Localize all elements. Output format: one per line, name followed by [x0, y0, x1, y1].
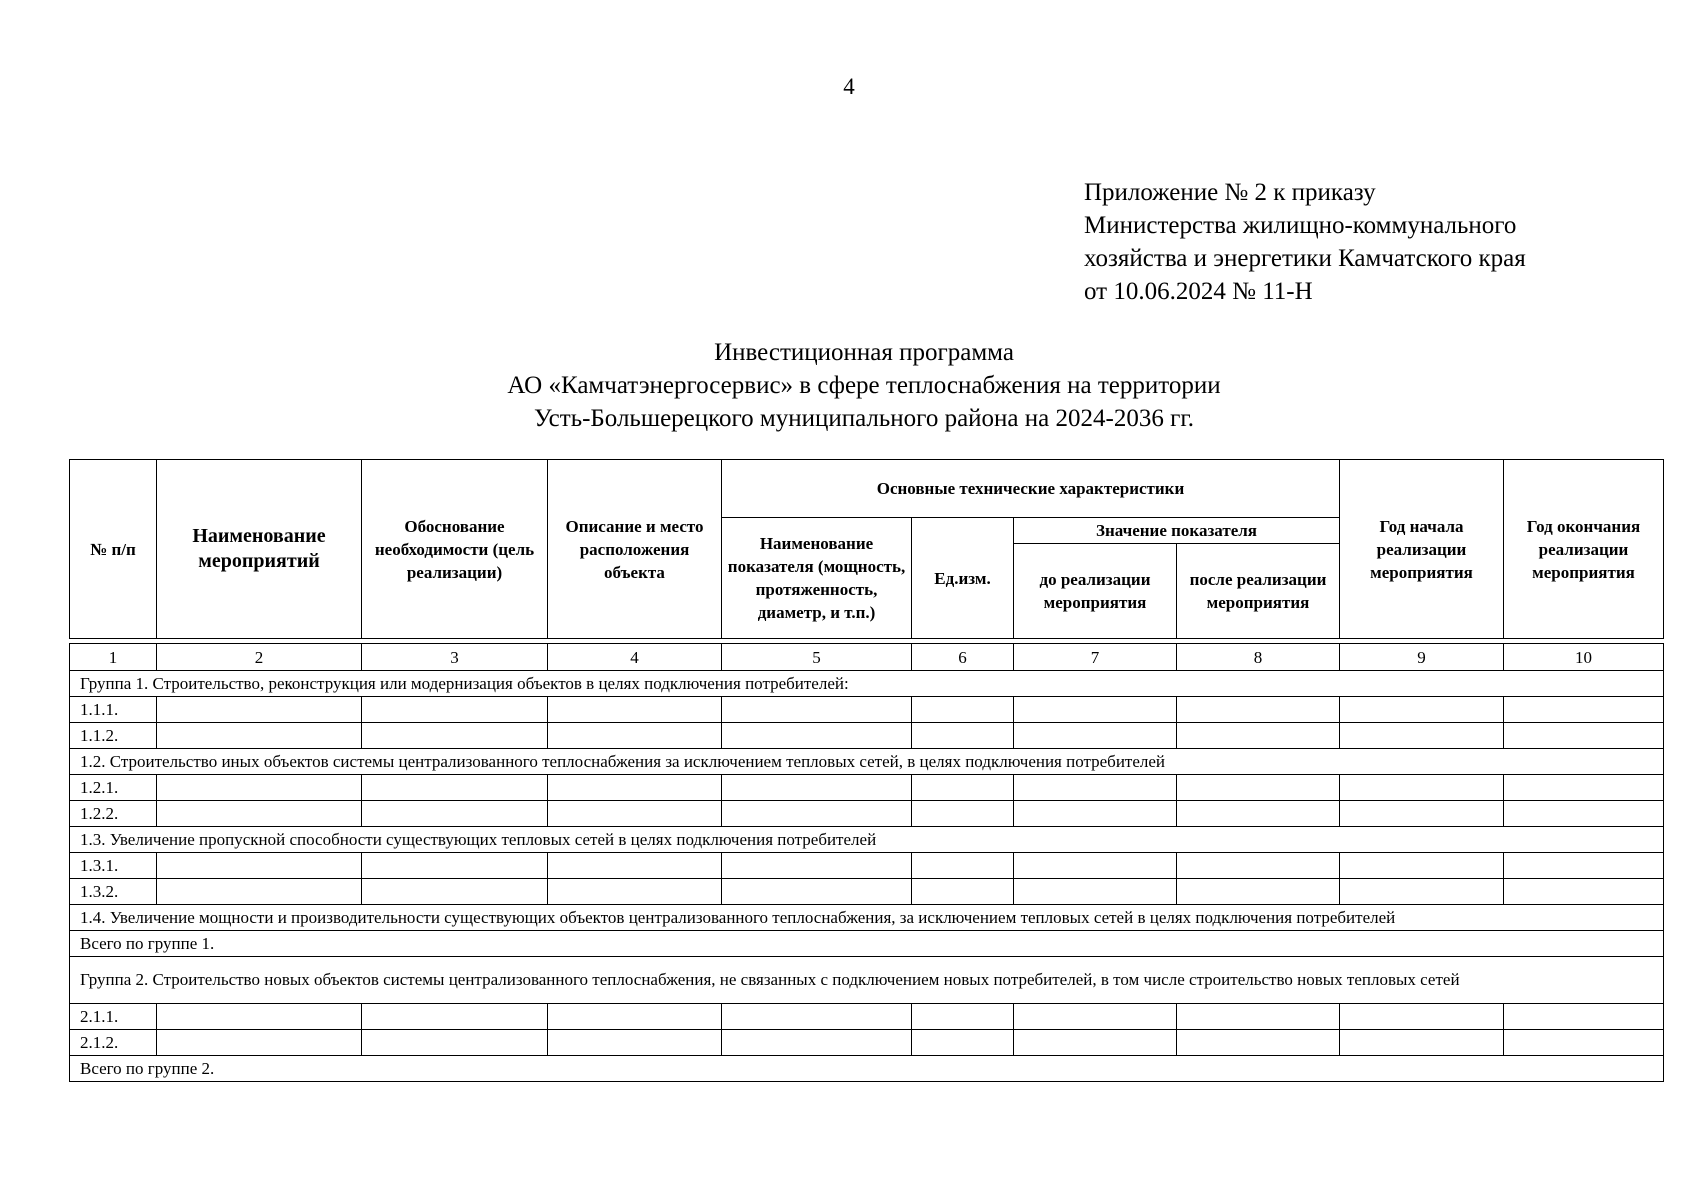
- table-cell: [1340, 801, 1504, 827]
- table-cell: [912, 801, 1014, 827]
- table-cell: [1014, 775, 1177, 801]
- appendix-line: от 10.06.2024 № 11-Н: [1084, 278, 1313, 305]
- column-number: 6: [912, 644, 1014, 671]
- table-cell: [1340, 775, 1504, 801]
- total-row: [70, 931, 1664, 957]
- appendix-line: хозяйства и энергетики Камчатского края: [1084, 245, 1526, 272]
- table-cell: [1177, 775, 1340, 801]
- section-1-2-heading: 1.2. Строительство иных объектов системы централизованного теплоснабжения за исключением тепловых сетей, в целях подключения потребителей: [70, 749, 1664, 775]
- row-number: 2.1.2.: [70, 1030, 157, 1056]
- table-cell: [1504, 801, 1664, 827]
- table-cell: [912, 775, 1014, 801]
- header-tech-characteristics: Основные технические характеристики: [722, 460, 1340, 518]
- row-number: 1.1.2.: [70, 723, 157, 749]
- table-cell: [548, 723, 722, 749]
- table-cell: [157, 697, 362, 723]
- table-cell: [1340, 723, 1504, 749]
- column-number: 3: [362, 644, 548, 671]
- header-after: после реализации мероприятия: [1177, 544, 1340, 639]
- table-cell: [1177, 801, 1340, 827]
- table-cell: [1504, 1030, 1664, 1056]
- table-row: [70, 853, 1664, 879]
- appendix-reference: [1084, 176, 1526, 308]
- table-cell: [157, 801, 362, 827]
- table-cell: [1014, 853, 1177, 879]
- table-cell: [722, 801, 912, 827]
- column-number: 7: [1014, 644, 1177, 671]
- column-number: 10: [1504, 644, 1664, 671]
- table-cell: [362, 879, 548, 905]
- table-cell: [362, 697, 548, 723]
- table-cell: [722, 775, 912, 801]
- table-cell: [1340, 853, 1504, 879]
- table-cell: [1014, 697, 1177, 723]
- table-cell: [1177, 1030, 1340, 1056]
- table-cell: [1177, 879, 1340, 905]
- section-row: [70, 749, 1664, 775]
- table-cell: [362, 853, 548, 879]
- column-number: 9: [1340, 644, 1504, 671]
- row-number: 1.1.1.: [70, 697, 157, 723]
- row-number: 1.3.1.: [70, 853, 157, 879]
- table-cell: [1014, 723, 1177, 749]
- table-cell: [548, 879, 722, 905]
- table-cell: [157, 723, 362, 749]
- title-line: Инвестиционная программа: [714, 339, 1014, 366]
- table-cell: [912, 1030, 1014, 1056]
- table-cell: [912, 1004, 1014, 1030]
- group-2-heading: Группа 2. Строительство новых объектов системы централизованного теплоснабжения, не связанных с подключением новых потребителей, в том числе строительство новых тепловых сетей: [70, 957, 1664, 1004]
- table-cell: [1340, 697, 1504, 723]
- table-row: [70, 879, 1664, 905]
- table-cell: [1014, 1030, 1177, 1056]
- column-number: 1: [70, 644, 157, 671]
- group-row: [70, 957, 1664, 1004]
- group-1-total: Всего по группе 1.: [70, 931, 1664, 957]
- table-cell: [1504, 1004, 1664, 1030]
- table-cell: [362, 723, 548, 749]
- header-activity-name: Наименование мероприятий: [157, 460, 362, 639]
- table-row: [70, 1004, 1664, 1030]
- table-cell: [1504, 853, 1664, 879]
- header-unit: Ед.изм.: [912, 518, 1014, 639]
- header-indicator-name: Наименование показателя (мощность, протяженность, диаметр, и т.п.): [722, 518, 912, 639]
- row-number: 2.1.1.: [70, 1004, 157, 1030]
- total-row: [70, 1056, 1664, 1082]
- table-cell: [548, 1030, 722, 1056]
- table-cell: [1014, 879, 1177, 905]
- section-1-4-heading: 1.4. Увеличение мощности и производительности существующих объектов централизованного теплоснабжения, за исключением тепловых сетей в целях подключения потребителей: [70, 905, 1664, 931]
- header-indicator-value: Значение показателя: [1014, 518, 1340, 544]
- table-cell: [1177, 723, 1340, 749]
- column-number: 8: [1177, 644, 1340, 671]
- row-number: 1.2.2.: [70, 801, 157, 827]
- table-cell: [548, 1004, 722, 1030]
- table-cell: [1340, 879, 1504, 905]
- table-cell: [548, 801, 722, 827]
- header-end-year: Год окончания реализации мероприятия: [1504, 460, 1664, 639]
- table-cell: [912, 853, 1014, 879]
- row-number: 1.3.2.: [70, 879, 157, 905]
- table-cell: [1340, 1004, 1504, 1030]
- table-row: [70, 775, 1664, 801]
- header-start-year: Год начала реализации мероприятия: [1340, 460, 1504, 639]
- table-cell: [1177, 853, 1340, 879]
- row-number: 1.2.1.: [70, 775, 157, 801]
- table-cell: [1177, 1004, 1340, 1030]
- table-row: [70, 1030, 1664, 1056]
- table-cell: [548, 775, 722, 801]
- column-number: 2: [157, 644, 362, 671]
- table-cell: [722, 879, 912, 905]
- table-cell: [548, 697, 722, 723]
- table-cell: [912, 879, 1014, 905]
- page-number: 4: [843, 74, 855, 99]
- document-title: [0, 336, 1698, 435]
- table-cell: [722, 697, 912, 723]
- column-number: 4: [548, 644, 722, 671]
- table-cell: [548, 853, 722, 879]
- header-number: № п/п: [70, 460, 157, 639]
- title-line: Усть-Большерецкого муниципального района на 2024-2036 гг.: [533, 405, 1195, 432]
- table-cell: [1504, 879, 1664, 905]
- table-cell: [912, 697, 1014, 723]
- table-row: [70, 697, 1664, 723]
- table-cell: [722, 853, 912, 879]
- column-number: 5: [722, 644, 912, 671]
- section-1-3-heading: 1.3. Увеличение пропускной способности существующих тепловых сетей в целях подключения потребителей: [70, 827, 1664, 853]
- group-row: [70, 671, 1664, 697]
- table-cell: [722, 723, 912, 749]
- table-cell: [912, 723, 1014, 749]
- table-cell: [362, 1004, 548, 1030]
- group-2-total: Всего по группе 2.: [70, 1056, 1664, 1082]
- table-cell: [157, 1030, 362, 1056]
- table-cell: [362, 775, 548, 801]
- table-cell: [362, 801, 548, 827]
- table-cell: [1504, 775, 1664, 801]
- column-numbers-row: [70, 644, 1664, 671]
- appendix-line: Приложение № 2 к приказу: [1084, 179, 1376, 206]
- table-cell: [722, 1004, 912, 1030]
- table-row: [70, 801, 1664, 827]
- investment-table: [69, 459, 1664, 1082]
- section-row: [70, 827, 1664, 853]
- table-cell: [157, 1004, 362, 1030]
- table-cell: [1014, 1004, 1177, 1030]
- table-cell: [362, 1030, 548, 1056]
- table-cell: [1504, 723, 1664, 749]
- section-row: [70, 905, 1664, 931]
- appendix-line: Министерства жилищно-коммунального: [1084, 212, 1517, 239]
- table-cell: [157, 879, 362, 905]
- table-cell: [157, 853, 362, 879]
- table-cell: [1504, 697, 1664, 723]
- table-row: [70, 723, 1664, 749]
- header-before: до реализации мероприятия: [1014, 544, 1177, 639]
- title-line: АО «Камчатэнергосервис» в сфере теплоснабжения на территории: [507, 372, 1221, 399]
- table-cell: [1340, 1030, 1504, 1056]
- header-location: Описание и место расположения объекта: [548, 460, 722, 639]
- table-cell: [157, 775, 362, 801]
- table-cell: [722, 1030, 912, 1056]
- header-justification: Обоснование необходимости (цель реализации): [362, 460, 548, 639]
- table-cell: [1014, 801, 1177, 827]
- table-cell: [1177, 697, 1340, 723]
- group-1-heading: Группа 1. Строительство, реконструкция или модернизация объектов в целях подключения потребителей:: [70, 671, 1664, 697]
